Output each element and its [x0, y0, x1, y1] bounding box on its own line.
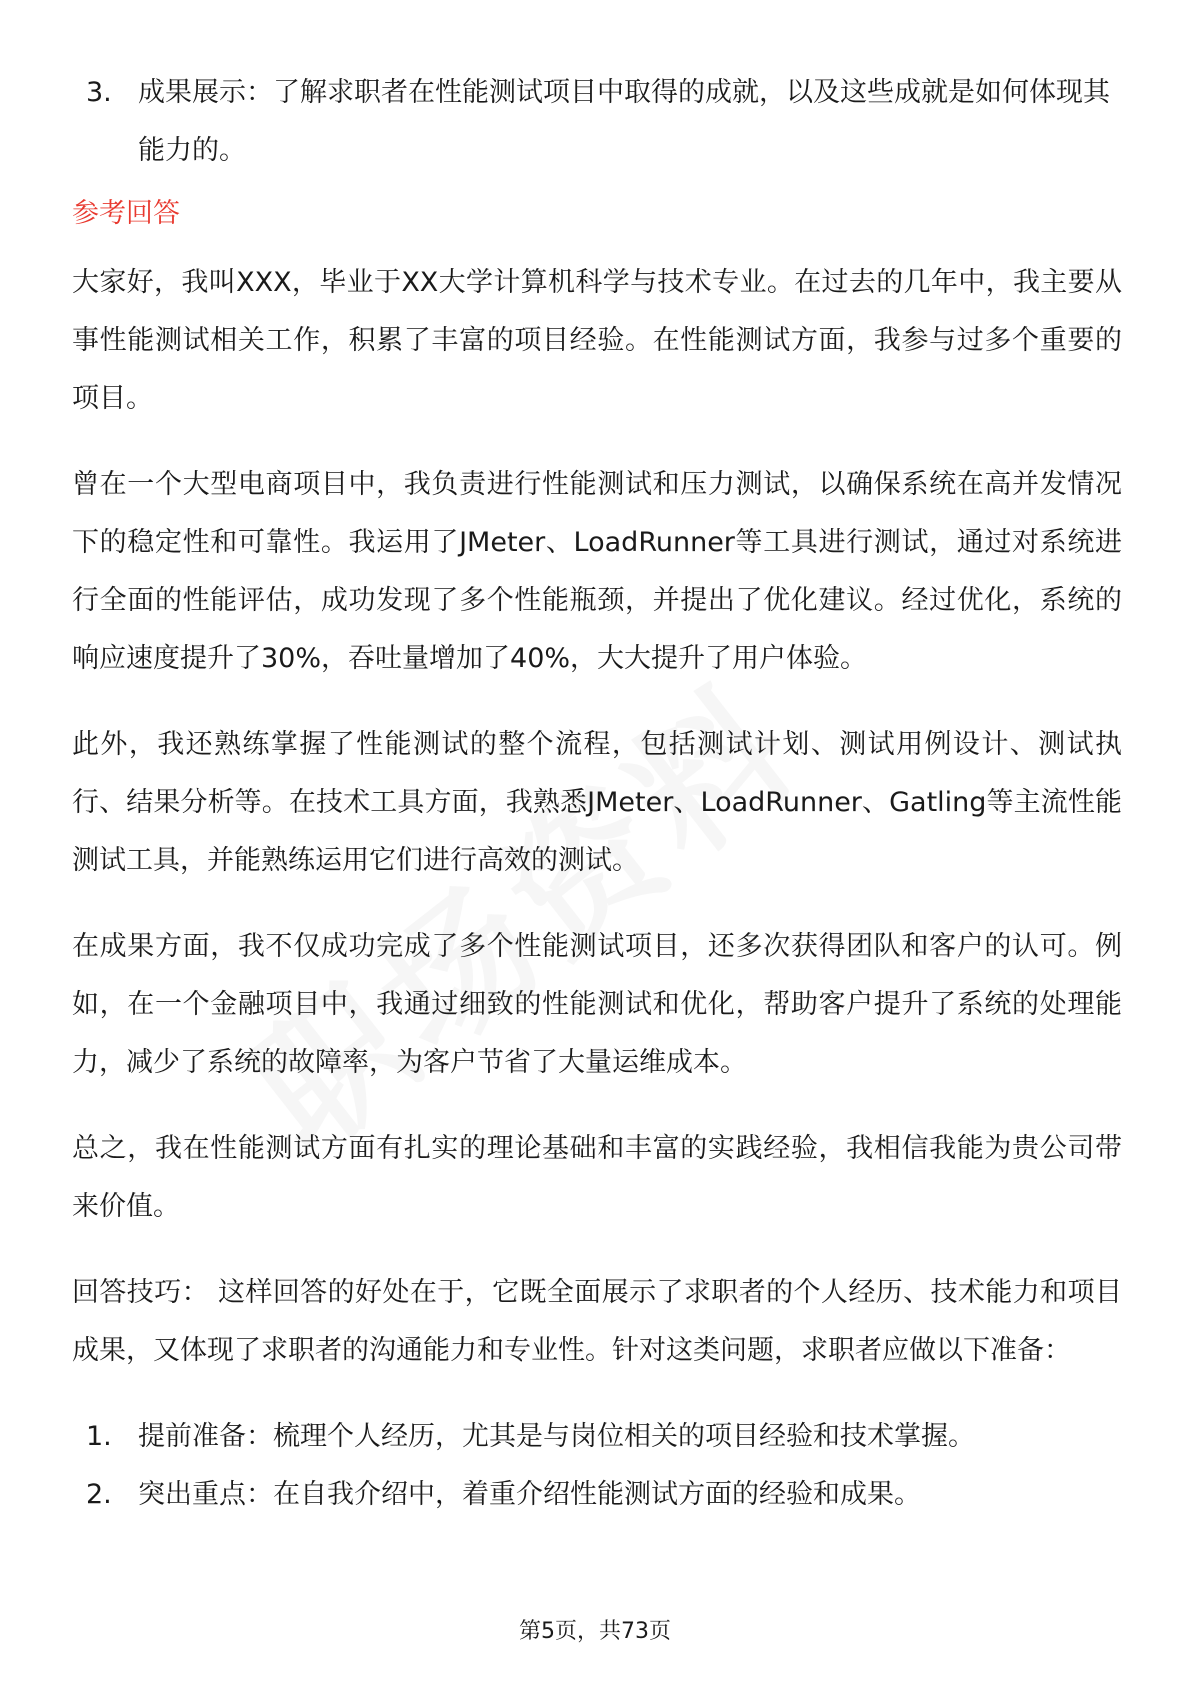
- tips-paragraph: 回答技巧： 这样回答的好处在于，它既全面展示了求职者的个人经历、技术能力和项目成果，又体现了求职者的沟通能力和专业性。针对这类问题，求职者应做以下准备：: [72, 1277, 1122, 1366]
- section-heading: 参考回答: [72, 198, 180, 229]
- page-number: 第5页，共73页: [519, 1619, 671, 1644]
- list-item-number: 1.: [86, 1421, 112, 1452]
- paragraph: 曾在一个大型电商项目中，我负责进行性能测试和压力测试，以确保系统在高并发情况下的稳定性和可靠性。我运用了JMeter、LoadRunner等工具进行测试，通过对系统进行全面的性能评估，成功发现了多个性能瓶颈，并提出了优化建议。经过优化，系统的响应速度提升了30%，吞吐量增加了40%，大大提升了用户体验。: [72, 469, 1122, 674]
- paragraph: 大家好，我叫XXX，毕业于XX大学计算机科学与技术专业。在过去的几年中，我主要从事性能测试相关工作，积累了丰富的项目经验。在性能测试方面，我参与过多个重要的项目。: [72, 267, 1122, 414]
- list-item: [72, 64, 1122, 180]
- tips-list: [72, 1408, 1122, 1524]
- paragraph: 在成果方面，我不仅成功完成了多个性能测试项目，还多次获得团队和客户的认可。例如，在一个金融项目中，我通过细致的性能测试和优化，帮助客户提升了系统的处理能力，减少了系统的故障率，为客户节省了大量运维成本。: [72, 931, 1122, 1078]
- criteria-list-top: [72, 64, 1122, 180]
- page-content: [72, 64, 1122, 1524]
- list-item-text: 成果展示：了解求职者在性能测试项目中取得的成就，以及这些成就是如何体现其能力的。: [138, 77, 1110, 166]
- list-item-number: 2.: [86, 1479, 112, 1510]
- list-item-number: 3.: [86, 77, 112, 108]
- paragraph: 总之，我在性能测试方面有扎实的理论基础和丰富的实践经验，我相信我能为贵公司带来价值。: [72, 1133, 1122, 1222]
- list-item: [72, 1466, 1122, 1524]
- list-item: [72, 1408, 1122, 1466]
- list-item-text: 提前准备：梳理个人经历，尤其是与岗位相关的项目经验和技术掌握。: [138, 1421, 975, 1452]
- list-item-text: 突出重点：在自我介绍中，着重介绍性能测试方面的经验和成果。: [138, 1479, 921, 1510]
- paragraph: 此外，我还熟练掌握了性能测试的整个流程，包括测试计划、测试用例设计、测试执行、结果分析等。在技术工具方面，我熟悉JMeter、LoadRunner、Gatling等主流性能测试工具，并能熟练运用它们进行高效的测试。: [72, 729, 1122, 876]
